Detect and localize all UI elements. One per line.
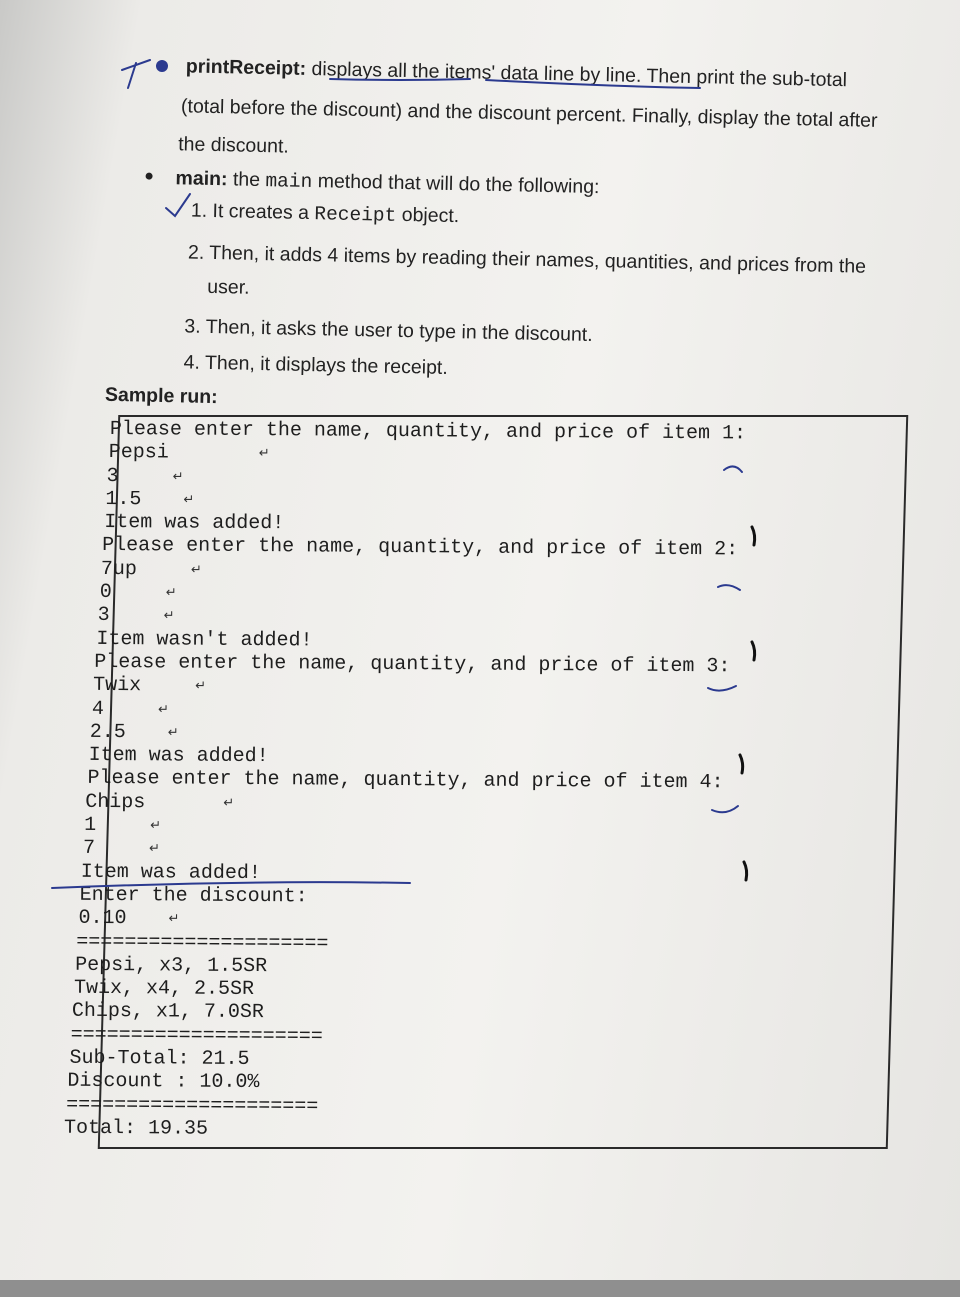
step-2-line2: user. bbox=[207, 275, 250, 299]
print-receipt-term: printReceipt: bbox=[185, 55, 307, 80]
enter-key-icon: ↵ bbox=[223, 795, 235, 811]
console-line-text: Chips, x1, 7.0SR bbox=[71, 1000, 264, 1025]
main-post: method that will do the following: bbox=[317, 170, 600, 199]
console-line-text: Chips bbox=[85, 790, 146, 815]
console-line-text: 7up bbox=[100, 557, 138, 581]
enter-key-icon: ↵ bbox=[190, 562, 202, 578]
enter-key-icon: ↵ bbox=[258, 446, 270, 462]
console-line bbox=[101, 558, 745, 586]
console-line-text: Twix, x4, 2.5SR bbox=[73, 976, 255, 1002]
enter-key-icon: ↵ bbox=[150, 818, 162, 834]
main-term: main: bbox=[175, 167, 228, 191]
console-line-text: ===================== bbox=[66, 1093, 319, 1119]
console-line bbox=[94, 651, 744, 679]
console-line-text: Item was added! bbox=[88, 744, 269, 769]
console-line bbox=[87, 767, 743, 795]
enter-key-icon: ↵ bbox=[163, 608, 175, 624]
console-line-text: Item was added! bbox=[80, 860, 261, 885]
console-line-text: 1.5 bbox=[105, 487, 142, 512]
enter-key-icon: ↵ bbox=[172, 469, 184, 485]
console-line-text: Sub-Total: 21.5 bbox=[69, 1046, 250, 1072]
enter-key-icon: ↵ bbox=[148, 841, 160, 857]
console-line-text: Please enter the name, quantity, and price of item 2: bbox=[102, 534, 739, 562]
step-4: 4. Then, it displays the receipt. bbox=[183, 351, 448, 379]
console-line bbox=[110, 418, 746, 446]
console-line-text: 2.5 bbox=[89, 720, 126, 744]
enter-key-icon: ↵ bbox=[157, 701, 169, 717]
console-line-text: Twix bbox=[93, 674, 142, 698]
console-line-text: Please enter the name, quantity, and price of item 3: bbox=[94, 650, 731, 679]
enter-key-icon: ↵ bbox=[167, 725, 179, 741]
sample-run-heading: Sample run: bbox=[104, 383, 218, 409]
console-line-text: ===================== bbox=[70, 1023, 323, 1049]
step-1-code: Receipt bbox=[314, 203, 397, 227]
bullet-dot bbox=[146, 173, 153, 180]
console-line-text: Enter the discount: bbox=[79, 883, 308, 909]
print-receipt-desc: displays all the items' data line by line. Then print the sub-total bbox=[311, 58, 848, 92]
console-line-text: 7 bbox=[82, 837, 96, 861]
enter-key-icon: ↵ bbox=[165, 585, 177, 601]
console-line-text: Pepsi bbox=[108, 441, 169, 465]
step-3: 3. Then, it asks the user to type in the discount. bbox=[184, 315, 593, 346]
console-line-text: 1 bbox=[84, 813, 97, 837]
step-1 bbox=[190, 192, 459, 237]
console-line-text: 0.10 bbox=[78, 907, 127, 931]
enter-key-icon: ↵ bbox=[168, 911, 180, 927]
step-1-pre: 1. It creates a bbox=[190, 199, 310, 224]
print-receipt-line3: the discount. bbox=[178, 133, 290, 158]
console-line-text: Please enter the name, quantity, and price of item 1: bbox=[109, 418, 747, 446]
console-line-text: 3 bbox=[97, 604, 110, 628]
main-pre: the bbox=[232, 168, 261, 191]
step-1-post: object. bbox=[401, 203, 460, 228]
console-line-text: 3 bbox=[106, 464, 119, 488]
console-line-text: Pepsi, x3, 1.5SR bbox=[75, 953, 268, 978]
print-receipt-line2: (total before the discount) and the discount percent. Finally, display the total after bbox=[180, 95, 878, 132]
enter-key-icon: ↵ bbox=[183, 492, 195, 508]
sample-run-console bbox=[63, 418, 747, 1145]
step-2-line1: 2. Then, it adds 4 items by reading their names, quantities, and prices from the bbox=[187, 241, 867, 278]
enter-key-icon: ↵ bbox=[195, 678, 207, 694]
console-line-text: Item wasn't added! bbox=[96, 627, 313, 653]
console-line-text: Total: 19.35 bbox=[63, 1116, 209, 1141]
console-line-text: ===================== bbox=[76, 930, 329, 956]
console-line-text: Please enter the name, quantity, and price of item 4: bbox=[87, 767, 724, 795]
main-code: main bbox=[265, 170, 313, 194]
console-line bbox=[64, 1117, 741, 1145]
console-line-text: Item was added! bbox=[104, 511, 285, 536]
console-line-text: Discount : 10.0% bbox=[67, 1070, 260, 1095]
console-line-text: 4 bbox=[91, 697, 105, 721]
console-line-text: 0 bbox=[99, 581, 112, 605]
